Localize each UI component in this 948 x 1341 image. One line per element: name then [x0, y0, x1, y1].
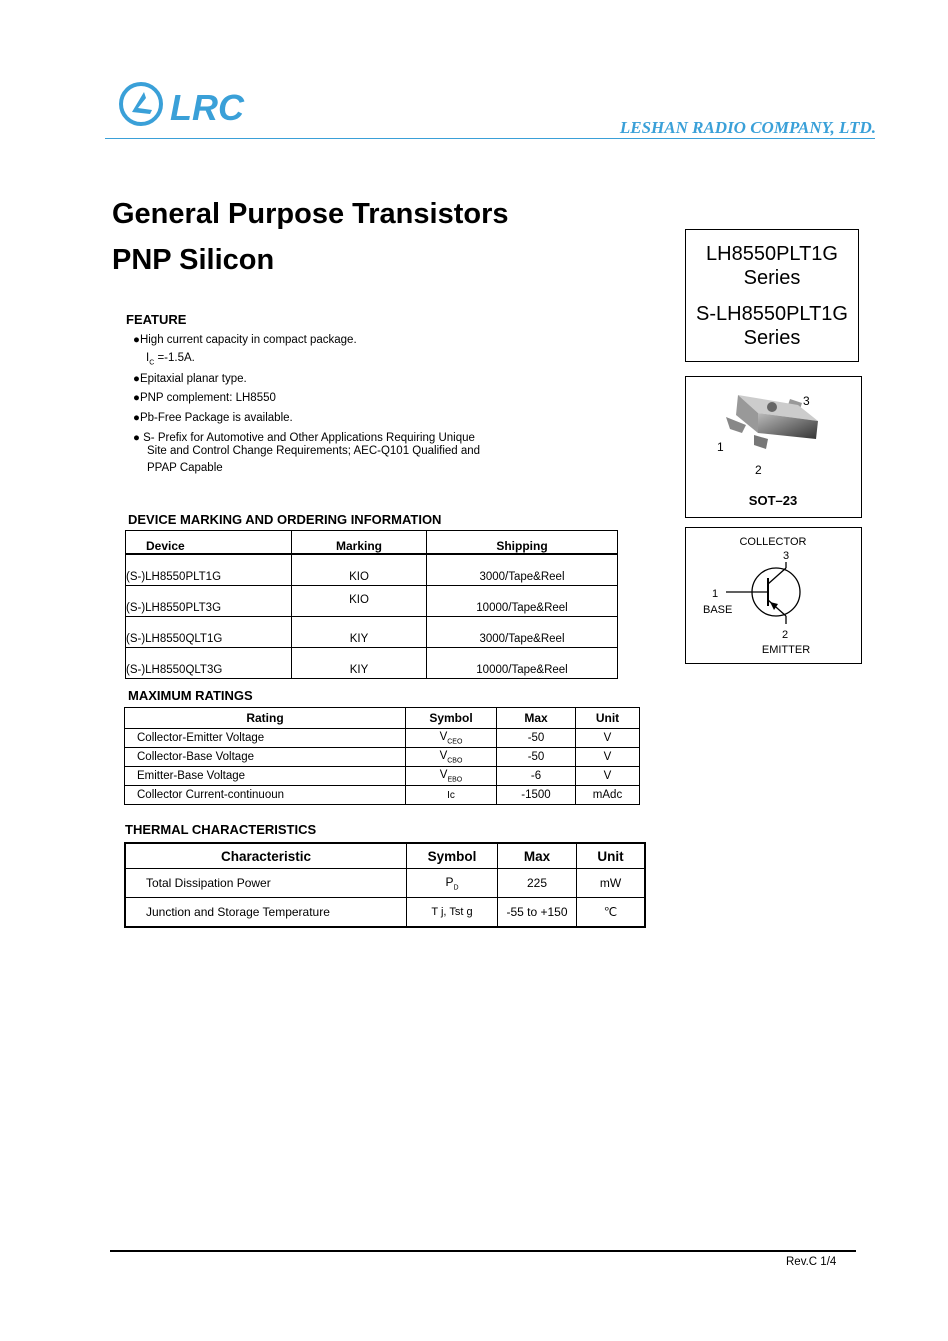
shipping-cell: 10000/Tape&Reel [427, 586, 618, 617]
part-series-s: Series [743, 327, 801, 349]
package-box [685, 376, 862, 518]
thermal-table [124, 842, 646, 928]
page-title: General Purpose Transistors [112, 198, 509, 230]
unit-cell: V [576, 767, 640, 786]
max-cell: -50 [497, 748, 576, 767]
symbol-text: P [445, 874, 454, 889]
unit-cell: V [576, 729, 640, 748]
collector-pin: 3 [783, 550, 790, 562]
table-row [125, 898, 645, 928]
device-cell: (S-)LH8550QLT1G [126, 617, 292, 648]
lrc-logo [118, 80, 288, 130]
unit-cell: V [576, 748, 640, 767]
symbol-sub: EBO [447, 776, 463, 784]
rating-cell: Collector Current-continuoun [125, 786, 406, 805]
unit-cell: ℃ [577, 898, 646, 928]
table-header-row [125, 843, 645, 869]
table-row [125, 786, 640, 805]
table-row [126, 586, 618, 617]
col-max: Max [498, 843, 577, 869]
max-cell: 225 [498, 869, 577, 898]
pin-1-label: 1 [717, 440, 724, 454]
symbol-cell [406, 729, 497, 748]
part-number: LH8550PLT1G [706, 243, 838, 265]
symbol-text: V [439, 768, 448, 781]
table-row [125, 729, 640, 748]
table-row [126, 554, 618, 586]
ic-value: =-1.5A. [157, 352, 195, 364]
ic-symbol: I [146, 352, 150, 364]
pin-3-label: 3 [803, 394, 810, 408]
table-header-row [126, 531, 618, 555]
col-characteristic: Characteristic [125, 843, 407, 869]
base-pin: 1 [712, 588, 719, 600]
marking-cell: KIO [292, 554, 427, 586]
device-cell: (S-)LH8550QLT3G [126, 648, 292, 679]
symbol-text: V [439, 749, 448, 762]
col-shipping: Shipping [427, 531, 618, 555]
table-row [125, 869, 645, 898]
feature-item: ●High current capacity in compact package. [133, 334, 357, 346]
col-symbol: Symbol [406, 708, 497, 729]
marking-cell: KIY [292, 648, 427, 679]
col-unit: Unit [576, 708, 640, 729]
feature-heading: FEATURE [126, 312, 187, 327]
unit-cell: mAdc [576, 786, 640, 805]
part-series: Series [743, 267, 801, 289]
base-label: BASE [703, 604, 733, 616]
max-cell: -55 to +150 [498, 898, 577, 928]
feature-item-ic [146, 351, 195, 370]
feature-item-cont: PPAP Capable [147, 462, 223, 474]
ordering-table [125, 530, 618, 679]
device-cell: (S-)LH8550PLT3G [126, 586, 292, 617]
thermal-heading: THERMAL CHARACTERISTICS [125, 822, 317, 837]
company-name: LESHAN RADIO COMPANY, LTD. [619, 118, 876, 137]
marking-cell: KIO [292, 586, 427, 617]
symbol-cell [407, 869, 498, 898]
collector-label: COLLECTOR [739, 536, 807, 548]
emitter-pin: 2 [782, 629, 789, 641]
symbol-cell [406, 748, 497, 767]
transistor-symbol-box [685, 527, 862, 664]
symbol-sub: D [453, 884, 459, 892]
header-divider [105, 138, 875, 139]
col-symbol: Symbol [407, 843, 498, 869]
col-max: Max [497, 708, 576, 729]
max-cell: -1500 [497, 786, 576, 805]
col-device: Device [126, 531, 292, 555]
symbol-sub: CEO [447, 738, 463, 746]
symbol-sub: CBO [447, 757, 463, 765]
symbol-cell: T j, Tst g [407, 898, 498, 928]
col-marking: Marking [292, 531, 427, 555]
page-subtitle: PNP Silicon [112, 244, 275, 276]
emitter-label: EMITTER [761, 644, 811, 656]
shipping-cell: 3000/Tape&Reel [427, 554, 618, 586]
footer-divider [110, 1250, 856, 1252]
ordering-heading: DEVICE MARKING AND ORDERING INFORMATION [128, 512, 442, 527]
pnp-transistor-icon [686, 528, 860, 628]
col-unit: Unit [577, 843, 646, 869]
pin-2-label: 2 [755, 463, 762, 477]
rating-cell: Emitter-Base Voltage [125, 767, 406, 786]
part-number-box [685, 229, 859, 362]
shipping-cell: 10000/Tape&Reel [427, 648, 618, 679]
col-rating: Rating [125, 708, 406, 729]
package-name: SOT–23 [748, 493, 798, 508]
shipping-cell: 3000/Tape&Reel [427, 617, 618, 648]
part-number-s: S-LH8550PLT1G [696, 303, 848, 325]
characteristic-cell: Junction and Storage Temperature [125, 898, 407, 928]
unit-cell: mW [577, 869, 646, 898]
lrc-logo-mark [118, 80, 288, 130]
max-cell: -6 [497, 767, 576, 786]
table-header-row [125, 708, 640, 729]
logo-text: LRC [170, 87, 244, 128]
feature-item: ● S- Prefix for Automotive and Other Applications Requiring Unique [133, 432, 475, 444]
table-row [126, 617, 618, 648]
max-cell: -50 [497, 729, 576, 748]
max-ratings-heading: MAXIMUM RATINGS [128, 688, 253, 703]
feature-item: ●Pb-Free Package is available. [133, 412, 293, 424]
characteristic-cell: Total Dissipation Power [125, 869, 407, 898]
symbol-cell: Ic [406, 786, 497, 805]
feature-item: ●Epitaxial planar type. [133, 373, 247, 385]
feature-item-cont: Site and Control Change Requirements; AEC-Q101 Qualified and [147, 445, 481, 457]
rating-cell: Collector-Emitter Voltage [125, 729, 406, 748]
symbol-text: V [439, 730, 448, 743]
table-row [125, 748, 640, 767]
table-row [126, 648, 618, 679]
feature-item: ●PNP complement: LH8550 [133, 392, 276, 404]
max-ratings-table [124, 707, 640, 805]
table-row [125, 767, 640, 786]
revision-label: Rev.C 1/4 [786, 1256, 837, 1268]
ic-subscript: C [149, 359, 155, 367]
rating-cell: Collector-Base Voltage [125, 748, 406, 767]
marking-cell: KIY [292, 617, 427, 648]
device-cell: (S-)LH8550PLT1G [126, 554, 292, 586]
sot23-package-image [686, 377, 860, 477]
symbol-cell [406, 767, 497, 786]
